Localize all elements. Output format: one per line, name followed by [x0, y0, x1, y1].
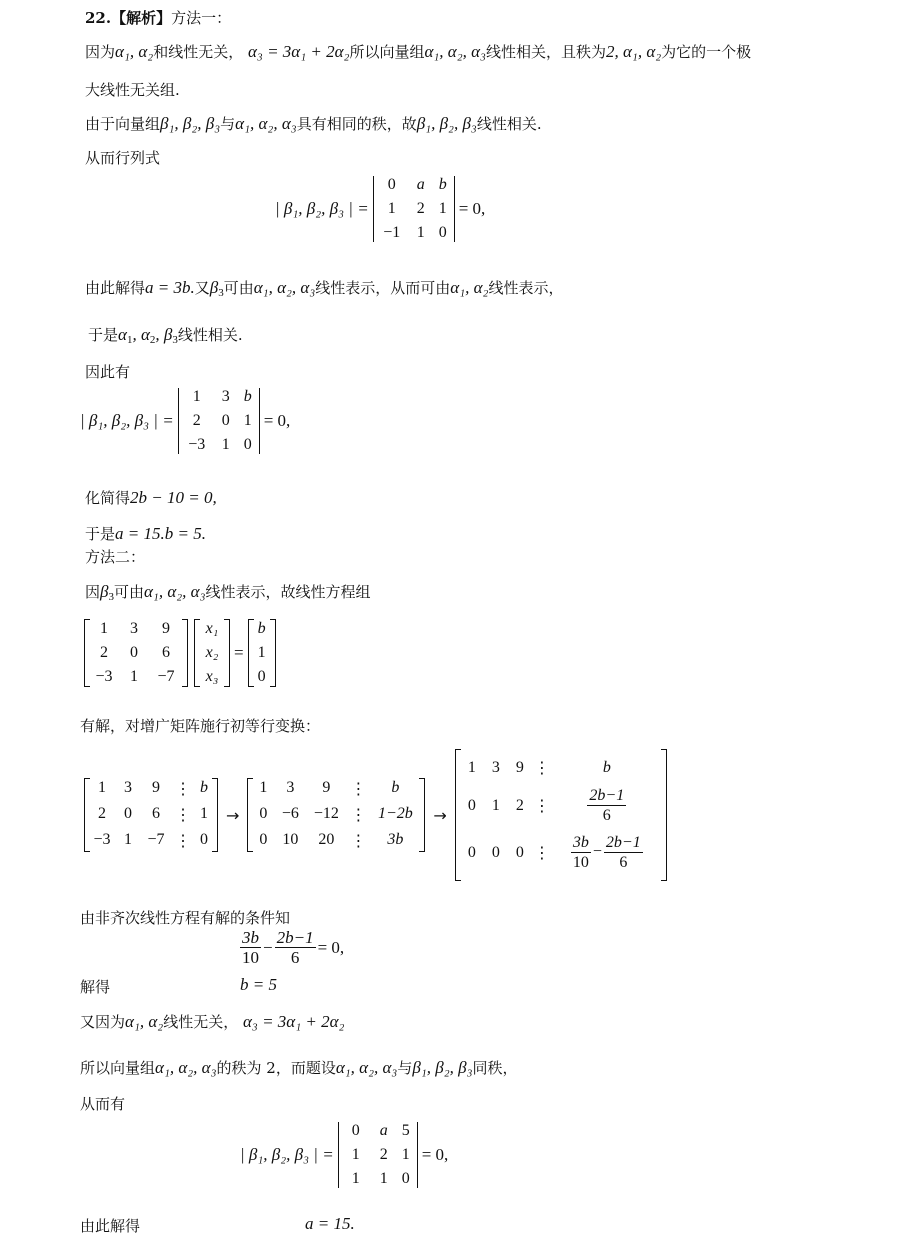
- den: 6: [290, 948, 300, 967]
- t: 于是: [88, 326, 119, 344]
- matrix-cell: b: [438, 176, 447, 193]
- matrix-cell: 3: [130, 620, 138, 637]
- matrix-cell: 1: [259, 779, 268, 796]
- t: 线性相关，且秩为: [485, 43, 606, 61]
- matrix-cell: 0: [259, 831, 268, 848]
- line-7: 因此有: [85, 363, 131, 381]
- den: 6: [602, 807, 611, 824]
- matrix-cell: a: [416, 176, 425, 193]
- matrix-cell: ⋮: [350, 807, 367, 824]
- matrix-cell: 0: [259, 805, 268, 822]
- t: 所以向量组: [80, 1059, 156, 1077]
- matrix-cell: 1: [257, 644, 266, 661]
- matrix-cell: 1: [416, 224, 425, 241]
- augmented-matrix-3: [455, 750, 667, 880]
- augmented-matrix-2: [247, 779, 425, 851]
- matrix-cell: 0: [257, 668, 266, 685]
- det-lhs: | β₁, β₂, β₃ | =: [275, 199, 369, 218]
- matrix-cell: ⋮: [175, 781, 191, 798]
- determinant-3: [240, 1122, 448, 1188]
- t: 又: [194, 279, 210, 297]
- matrix-cell: −1: [383, 224, 401, 241]
- method-one-label: 方法一：: [171, 9, 232, 27]
- t: 同秩，: [472, 1059, 518, 1077]
- matrix-cell: a: [379, 1122, 388, 1139]
- det-lhs: | β₁, β₂, β₃ | =: [80, 411, 174, 430]
- matrix-cell: −3: [95, 668, 113, 685]
- matrix-cell: 1: [243, 412, 252, 429]
- m: β₁, β₂, β₃: [412, 1058, 473, 1077]
- a-value: a = 15.: [305, 1214, 355, 1233]
- matrix-cell: 9: [322, 779, 331, 796]
- m: α₃ = 3α₁ + 2α₂: [242, 1012, 345, 1031]
- row-reduction: [80, 750, 671, 880]
- matrix-cell: 0: [200, 831, 208, 848]
- matrix-cell: 6: [152, 805, 160, 822]
- line-4: 从而行列式: [85, 149, 161, 167]
- t: 线性无关，: [168, 43, 244, 61]
- matrix-cell: 1: [100, 620, 108, 637]
- matrix-cell: 2: [416, 200, 425, 217]
- line-14: [80, 1012, 344, 1032]
- line-5: [85, 278, 563, 303]
- matrix-cell: 1: [387, 200, 396, 217]
- m: α₁, α₂, α₃: [424, 42, 486, 61]
- line-3: [85, 114, 542, 134]
- t: 化简得: [85, 489, 131, 507]
- cell: ⋮: [533, 844, 550, 862]
- linear-system: [80, 620, 280, 686]
- equals-sign: =: [234, 643, 244, 662]
- m: a = 3b.: [145, 278, 195, 297]
- t: 为它的一个极: [661, 43, 752, 61]
- coefficient-matrix: [84, 620, 188, 686]
- cell: 2: [515, 796, 524, 814]
- matrix-cell: 9: [162, 620, 170, 637]
- t: 线性表示，故线性方程组: [205, 583, 371, 601]
- t: 由此解得: [85, 279, 146, 297]
- line-10: [85, 582, 371, 607]
- matrix-cell: x₂: [205, 644, 219, 661]
- t: 和: [153, 43, 169, 61]
- matrix-cell: −7: [157, 668, 175, 685]
- unknown-vector: [194, 620, 230, 686]
- line-13: 解得: [80, 978, 111, 996]
- det-matrix: [178, 388, 260, 454]
- cell: ⋮: [533, 760, 550, 777]
- m: α₁, α₂, α₃: [155, 1058, 217, 1077]
- matrix-cell: −3: [188, 436, 206, 453]
- matrix-cell: b: [257, 620, 266, 637]
- m: α₁, α₂: [125, 1012, 164, 1031]
- analysis-tag: 【解析】: [111, 9, 172, 27]
- matrix-cell: 0: [130, 644, 138, 661]
- matrix-cell: 9: [152, 779, 160, 796]
- matrix-cell: 0: [401, 1170, 410, 1187]
- m: α₁, α₂, α₃: [335, 1058, 398, 1077]
- num: 2b−1: [276, 928, 314, 947]
- cell: 0: [467, 843, 476, 861]
- num: 3b: [242, 928, 259, 947]
- eq-zero: = 0,: [263, 411, 291, 430]
- t: 由于向量组: [85, 115, 161, 133]
- matrix-cell: 0: [243, 436, 252, 453]
- matrix-cell: 1: [98, 779, 106, 796]
- line-15: [80, 1058, 518, 1078]
- eq-zero: = 0,: [458, 199, 486, 218]
- matrix-cell: 0: [124, 805, 132, 822]
- matrix-cell: −7: [147, 831, 165, 848]
- matrix-cell: 1: [200, 805, 208, 822]
- arrow-2: →: [433, 805, 447, 825]
- line-12: 由非齐次线性方程有解的条件知: [80, 909, 291, 927]
- m: 2, α₁, α₂: [606, 42, 662, 61]
- den: 10: [572, 854, 589, 871]
- matrix-cell: 1: [221, 436, 230, 453]
- m: α₁, α₂: [450, 278, 489, 297]
- matrix-cell: ⋮: [175, 833, 191, 850]
- matrix-cell: 0: [351, 1122, 360, 1139]
- m: α₁, α₂, α₃: [144, 582, 206, 601]
- matrix-cell: 1: [124, 831, 132, 848]
- b-value: b = 5: [240, 975, 277, 994]
- matrix-cell: 20: [318, 831, 335, 848]
- matrix-cell: 1: [379, 1170, 388, 1187]
- num: 3b: [572, 834, 589, 851]
- matrix-cell: 3: [124, 779, 132, 796]
- cell: 1: [491, 796, 500, 814]
- t: 因为: [85, 43, 116, 61]
- m: α₁, α₂, α₃: [253, 278, 316, 297]
- den: 6: [619, 854, 628, 871]
- matrix-cell: ⋮: [350, 781, 367, 798]
- cell: 3: [491, 759, 500, 776]
- cell-fraction-diff: [552, 833, 662, 872]
- eq-zero: = 0,: [317, 937, 345, 957]
- eq-zero: = 0,: [421, 1145, 449, 1164]
- matrix-cell: −3: [93, 831, 111, 848]
- matrix-cell: 5: [401, 1122, 410, 1139]
- t: 可由: [113, 583, 144, 601]
- condition-equation: [238, 928, 344, 967]
- t: 线性表示，: [488, 279, 564, 297]
- t: 线性相关.: [476, 115, 542, 133]
- den: 10: [242, 948, 259, 967]
- m: β₁, β₂, β₃: [416, 114, 477, 133]
- m: β₁, β₂, β₃: [160, 114, 221, 133]
- t: 与: [220, 115, 236, 133]
- matrix-cell: 2: [98, 805, 106, 822]
- matrix-cell: b: [391, 779, 400, 796]
- cell: 9: [515, 759, 524, 776]
- augmented-matrix-1: [84, 779, 218, 851]
- matrix-cell: 0: [438, 224, 447, 241]
- matrix-cell: 1: [401, 1146, 410, 1163]
- t: 线性表示，从而可由: [315, 279, 451, 297]
- cell: 0: [491, 843, 500, 861]
- matrix-cell: 2: [100, 644, 108, 661]
- num: 2b−1: [589, 787, 625, 804]
- t: 可由: [223, 279, 254, 297]
- line-1: [85, 42, 751, 62]
- line-17: 由此解得: [80, 1217, 141, 1235]
- t: 又因为: [80, 1013, 126, 1031]
- matrix-cell: 6: [162, 644, 170, 661]
- m: $\alpha_1$, $\alpha_2$, $\beta_3$: [118, 325, 178, 346]
- determinant-1: [275, 176, 485, 242]
- det-matrix: [338, 1122, 418, 1188]
- matrix-cell: −6: [281, 805, 299, 822]
- cell: 0: [467, 796, 476, 814]
- matrix-cell: 3b: [387, 831, 404, 848]
- t: 与: [397, 1059, 413, 1077]
- det-lhs: | β₁, β₂, β₃ | =: [240, 1145, 334, 1164]
- cell: 1: [467, 759, 476, 776]
- matrix-cell: 3: [221, 388, 230, 405]
- line-11: 有解，对增广矩阵施行初等行变换：: [80, 717, 321, 735]
- det-matrix: [373, 176, 455, 242]
- m: α₁, α₂, α₃: [235, 114, 297, 133]
- m: α₃ = 3α₁ + 2α₂: [248, 42, 350, 61]
- t: 线性相关.: [177, 326, 243, 344]
- num: 2b−1: [605, 834, 641, 851]
- matrix-cell: 3: [286, 779, 295, 796]
- m: a = 15.b = 5.: [115, 524, 206, 543]
- line-8: [85, 488, 217, 508]
- t: 因: [85, 583, 101, 601]
- t: 具有相同的秩，故: [296, 115, 417, 133]
- determinant-2: [80, 388, 290, 454]
- minus: −: [263, 937, 273, 957]
- problem-heading: [85, 8, 231, 28]
- problem-number: 22.: [85, 9, 112, 27]
- matrix-cell: −12: [313, 805, 339, 822]
- cell-fraction: [552, 786, 662, 825]
- matrix-cell: 1−2b: [378, 805, 413, 822]
- beta3: $\beta_3$: [100, 582, 114, 603]
- matrix-cell: 0: [221, 412, 230, 429]
- matrix-cell: 1: [351, 1170, 360, 1187]
- matrix-cell: 2: [192, 412, 201, 429]
- cell: b: [602, 759, 611, 776]
- line-6: [88, 325, 243, 350]
- arrow-1: →: [226, 805, 240, 825]
- matrix-cell: 1: [438, 200, 447, 217]
- matrix-cell: ⋮: [175, 807, 191, 824]
- minus: −: [592, 843, 602, 861]
- matrix-cell: 0: [387, 176, 396, 193]
- t: 的秩为 2，而题设: [216, 1059, 336, 1077]
- matrix-cell: 1: [351, 1146, 360, 1163]
- t: 线性无关，: [163, 1013, 239, 1031]
- line-2: 大线性无关组.: [85, 81, 180, 99]
- matrix-cell: 2: [379, 1146, 388, 1163]
- cell: 0: [515, 843, 524, 861]
- matrix-cell: ⋮: [350, 833, 367, 850]
- matrix-cell: x₁: [205, 620, 219, 637]
- matrix-cell: x₃: [205, 668, 219, 685]
- line-16: 从而有: [80, 1095, 126, 1113]
- matrix-cell: b: [200, 779, 208, 796]
- rhs-vector: [248, 620, 276, 686]
- cell: ⋮: [533, 797, 550, 815]
- matrix-cell: 1: [192, 388, 201, 405]
- matrix-cell: 10: [282, 831, 299, 848]
- beta3: $\beta_3$: [209, 278, 224, 299]
- matrix-cell: b: [243, 388, 252, 405]
- matrix-cell: 1: [130, 668, 138, 685]
- m: α₁, α₂: [115, 42, 154, 61]
- t: 所以向量组: [349, 43, 425, 61]
- t: 于是: [85, 525, 116, 543]
- m: 2b − 10 = 0,: [130, 488, 217, 507]
- line-9: [85, 524, 206, 544]
- method-two-label: 方法二：: [85, 548, 146, 566]
